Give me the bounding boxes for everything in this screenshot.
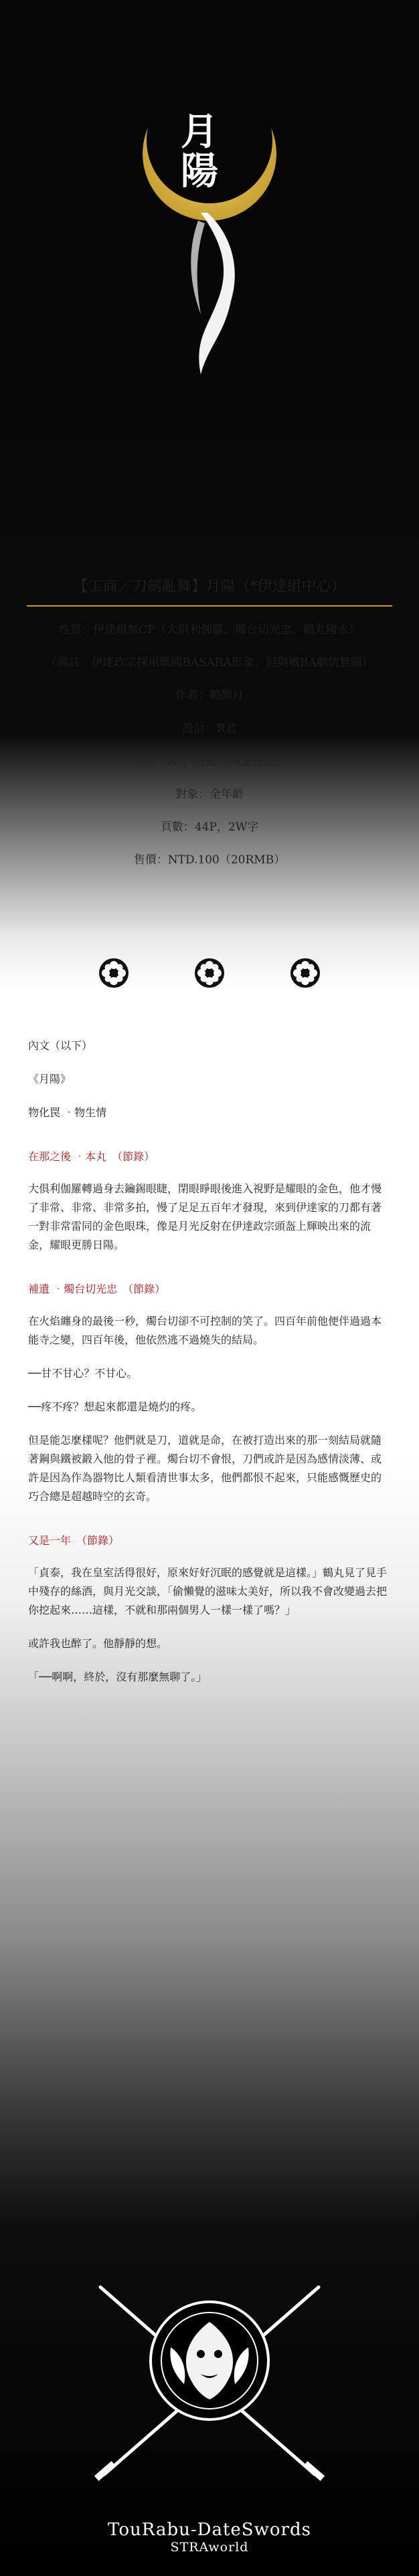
brand-name: TouRabu-DateSwords — [108, 2520, 311, 2540]
section-paragraph: ──疼不疼？想起來都還是燒灼的疼。 — [28, 1400, 202, 1413]
excerpt-intro: 內文（以下） — [28, 1039, 93, 1052]
section-paragraph: 大俱利伽羅轉過身去鑰錫眼睫，閉眼睜眼後進入視野是耀眼的金色，他才慢了非常、非常、非常多拍，慢了足足五百年才發現，來到伊達家的刀都有著一對非常雷同的金色眼珠，像是月光反射在伊達政宗頭盔上輝映出來的流金，耀眼更勝日陽。 — [28, 1182, 382, 1251]
info-audience: 對象：全年齡 — [175, 787, 244, 801]
section-title: 又是一年 （節錄） — [28, 1534, 120, 1547]
brand-block — [0, 2520, 419, 2555]
hero-banner — [0, 0, 419, 468]
family-crest-icon — [290, 958, 320, 988]
section-paragraph: 但是能怎麼樣呢？他們就是刀，道就是命，在被打造出來的那一刻結局就隨著鋼與鐵被鍛入他的骨子裡。燭台切不會恨，刀們或許是因為感情淡薄、或許是因為作為器物比人類看清世事太多，他們都恨不起來，只能感慨歷史的巧合總是超越時空的玄奇。 — [28, 1434, 382, 1503]
excerpt-body — [28, 1037, 391, 1701]
section-paragraph: 「貞泰，我在皇室活得很好，原來好好沉眠的感覺就是這樣。」鶴丸見了見手中殘存的絲酒，與月光交談，「偷懶覺的滋味太美好，所以我不會改變過去把你挖起來……這樣，不就和那兩個男人一樣一樣了嗎？」 — [28, 1566, 388, 1616]
info-pages: 頁數：44P，2W字 — [160, 821, 259, 835]
section-paragraph: 在火焰纏身的最後一秒，燭台切卻不可控制的笑了。四百年前他便伴過過本能寺之變，四百年後，他依然逃不過燒失的結局。 — [28, 1315, 382, 1346]
book-title: 《月陽》 — [28, 1073, 72, 1085]
crossed-swords-emblem-icon — [0, 2274, 419, 2501]
section-title: 在那之後 ‧本丸 （節錄） — [28, 1150, 155, 1163]
section-title: 補遺 ‧燭台切光忠 （節錄） — [28, 1283, 166, 1295]
family-crest-icon — [99, 958, 129, 988]
info-note: （備註：伊達政宗採用戰國BASARA形象，但與戰BA劇情無關） — [46, 656, 373, 670]
info-spec: 規格：A5，右翻（內文直式） — [133, 754, 286, 768]
info-price: 售價：NTD.100（20RMB） — [133, 853, 286, 867]
product-title: 【工商／刀劍亂舞】月陽（*伊達組中心） — [27, 575, 392, 607]
brand-sub: STRAworld — [170, 2540, 249, 2555]
moon-title: 月陽 — [181, 110, 218, 193]
info-design: 設計：R君 — [182, 722, 237, 736]
info-author: 作者：鶴醉月 — [175, 689, 244, 703]
section-paragraph: 或許我也醉了。他靜靜的想。 — [28, 1637, 168, 1650]
book-cast: 物化罠 ‧物生情 — [28, 1106, 107, 1119]
crescent-moon-icon — [0, 0, 419, 468]
family-crests — [0, 950, 419, 996]
family-crest-icon — [195, 958, 224, 988]
info-nature: 性質：伊達組無CP（大俱利伽羅、燭台切光忠、鶴丸國永） — [59, 623, 360, 637]
section-paragraph: ──甘不甘心？不甘心。 — [28, 1367, 138, 1380]
product-info-card — [27, 575, 392, 885]
section-paragraph: 「──啊啊，終於，沒有那麼無聊了。」 — [28, 1671, 207, 1683]
